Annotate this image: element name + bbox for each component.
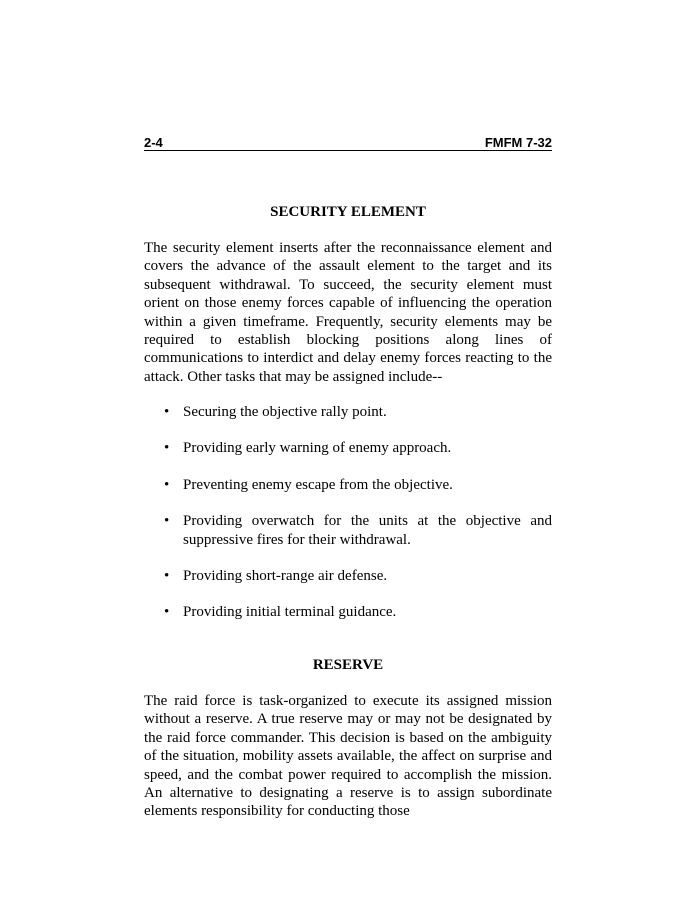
bullet-icon: •: [164, 568, 170, 585]
reserve-paragraph: The raid force is task-organized to execute its assigned mission without a reserve. A true reserve may or may not be designated by the raid force commander. This decision is based on the ambiguity of the situation, mobility assets available, the affect on surprise and speed, and the combat power required to accomplish the mission. An alternative to designating a reserve is to assign subordinate elements responsibility for conducting those: [144, 693, 552, 820]
list-item-text: Providing overwatch for the units at the objective and suppressive fires for their withdrawal.: [183, 513, 552, 548]
reserve-heading: RESERVE: [312, 657, 384, 673]
list-item: [144, 476, 552, 494]
list-item-text: Providing short-range air defense.: [183, 568, 388, 585]
security-element-paragraph: The security element inserts after the reconnaissance element and covers the advance of the assault element to the target and its subsequent withdrawal. To succeed, the security element must orient on those enemy forces capable of influencing the operation within a given timeframe. Frequently, security elements may be required to establish blocking positions along lines of communications to interdict and delay enemy forces reacting to the attack. Other tasks that may be assigned include--: [144, 240, 552, 385]
page-number: 2-4: [144, 135, 163, 150]
list-item: [144, 439, 552, 457]
bullet-icon: •: [164, 404, 170, 420]
list-item-text: Preventing enemy escape from the objective.: [183, 476, 453, 493]
list-item: [144, 512, 552, 549]
list-item: [144, 403, 552, 421]
page-header: [144, 135, 552, 151]
security-tasks-list: [144, 403, 552, 640]
document-id: FMFM 7-32: [484, 135, 552, 150]
bullet-icon: •: [164, 513, 170, 530]
list-item-text: Securing the objective rally point.: [183, 404, 387, 420]
security-element-heading: SECURITY ELEMENT: [270, 204, 426, 220]
list-item-text: Providing early warning of enemy approach.: [183, 440, 452, 457]
list-item: [144, 567, 552, 585]
list-item-text: Providing initial terminal guidance.: [183, 604, 397, 621]
bullet-icon: •: [164, 476, 170, 493]
list-item: [144, 603, 552, 621]
bullet-icon: •: [164, 604, 170, 621]
bullet-icon: •: [164, 440, 170, 457]
